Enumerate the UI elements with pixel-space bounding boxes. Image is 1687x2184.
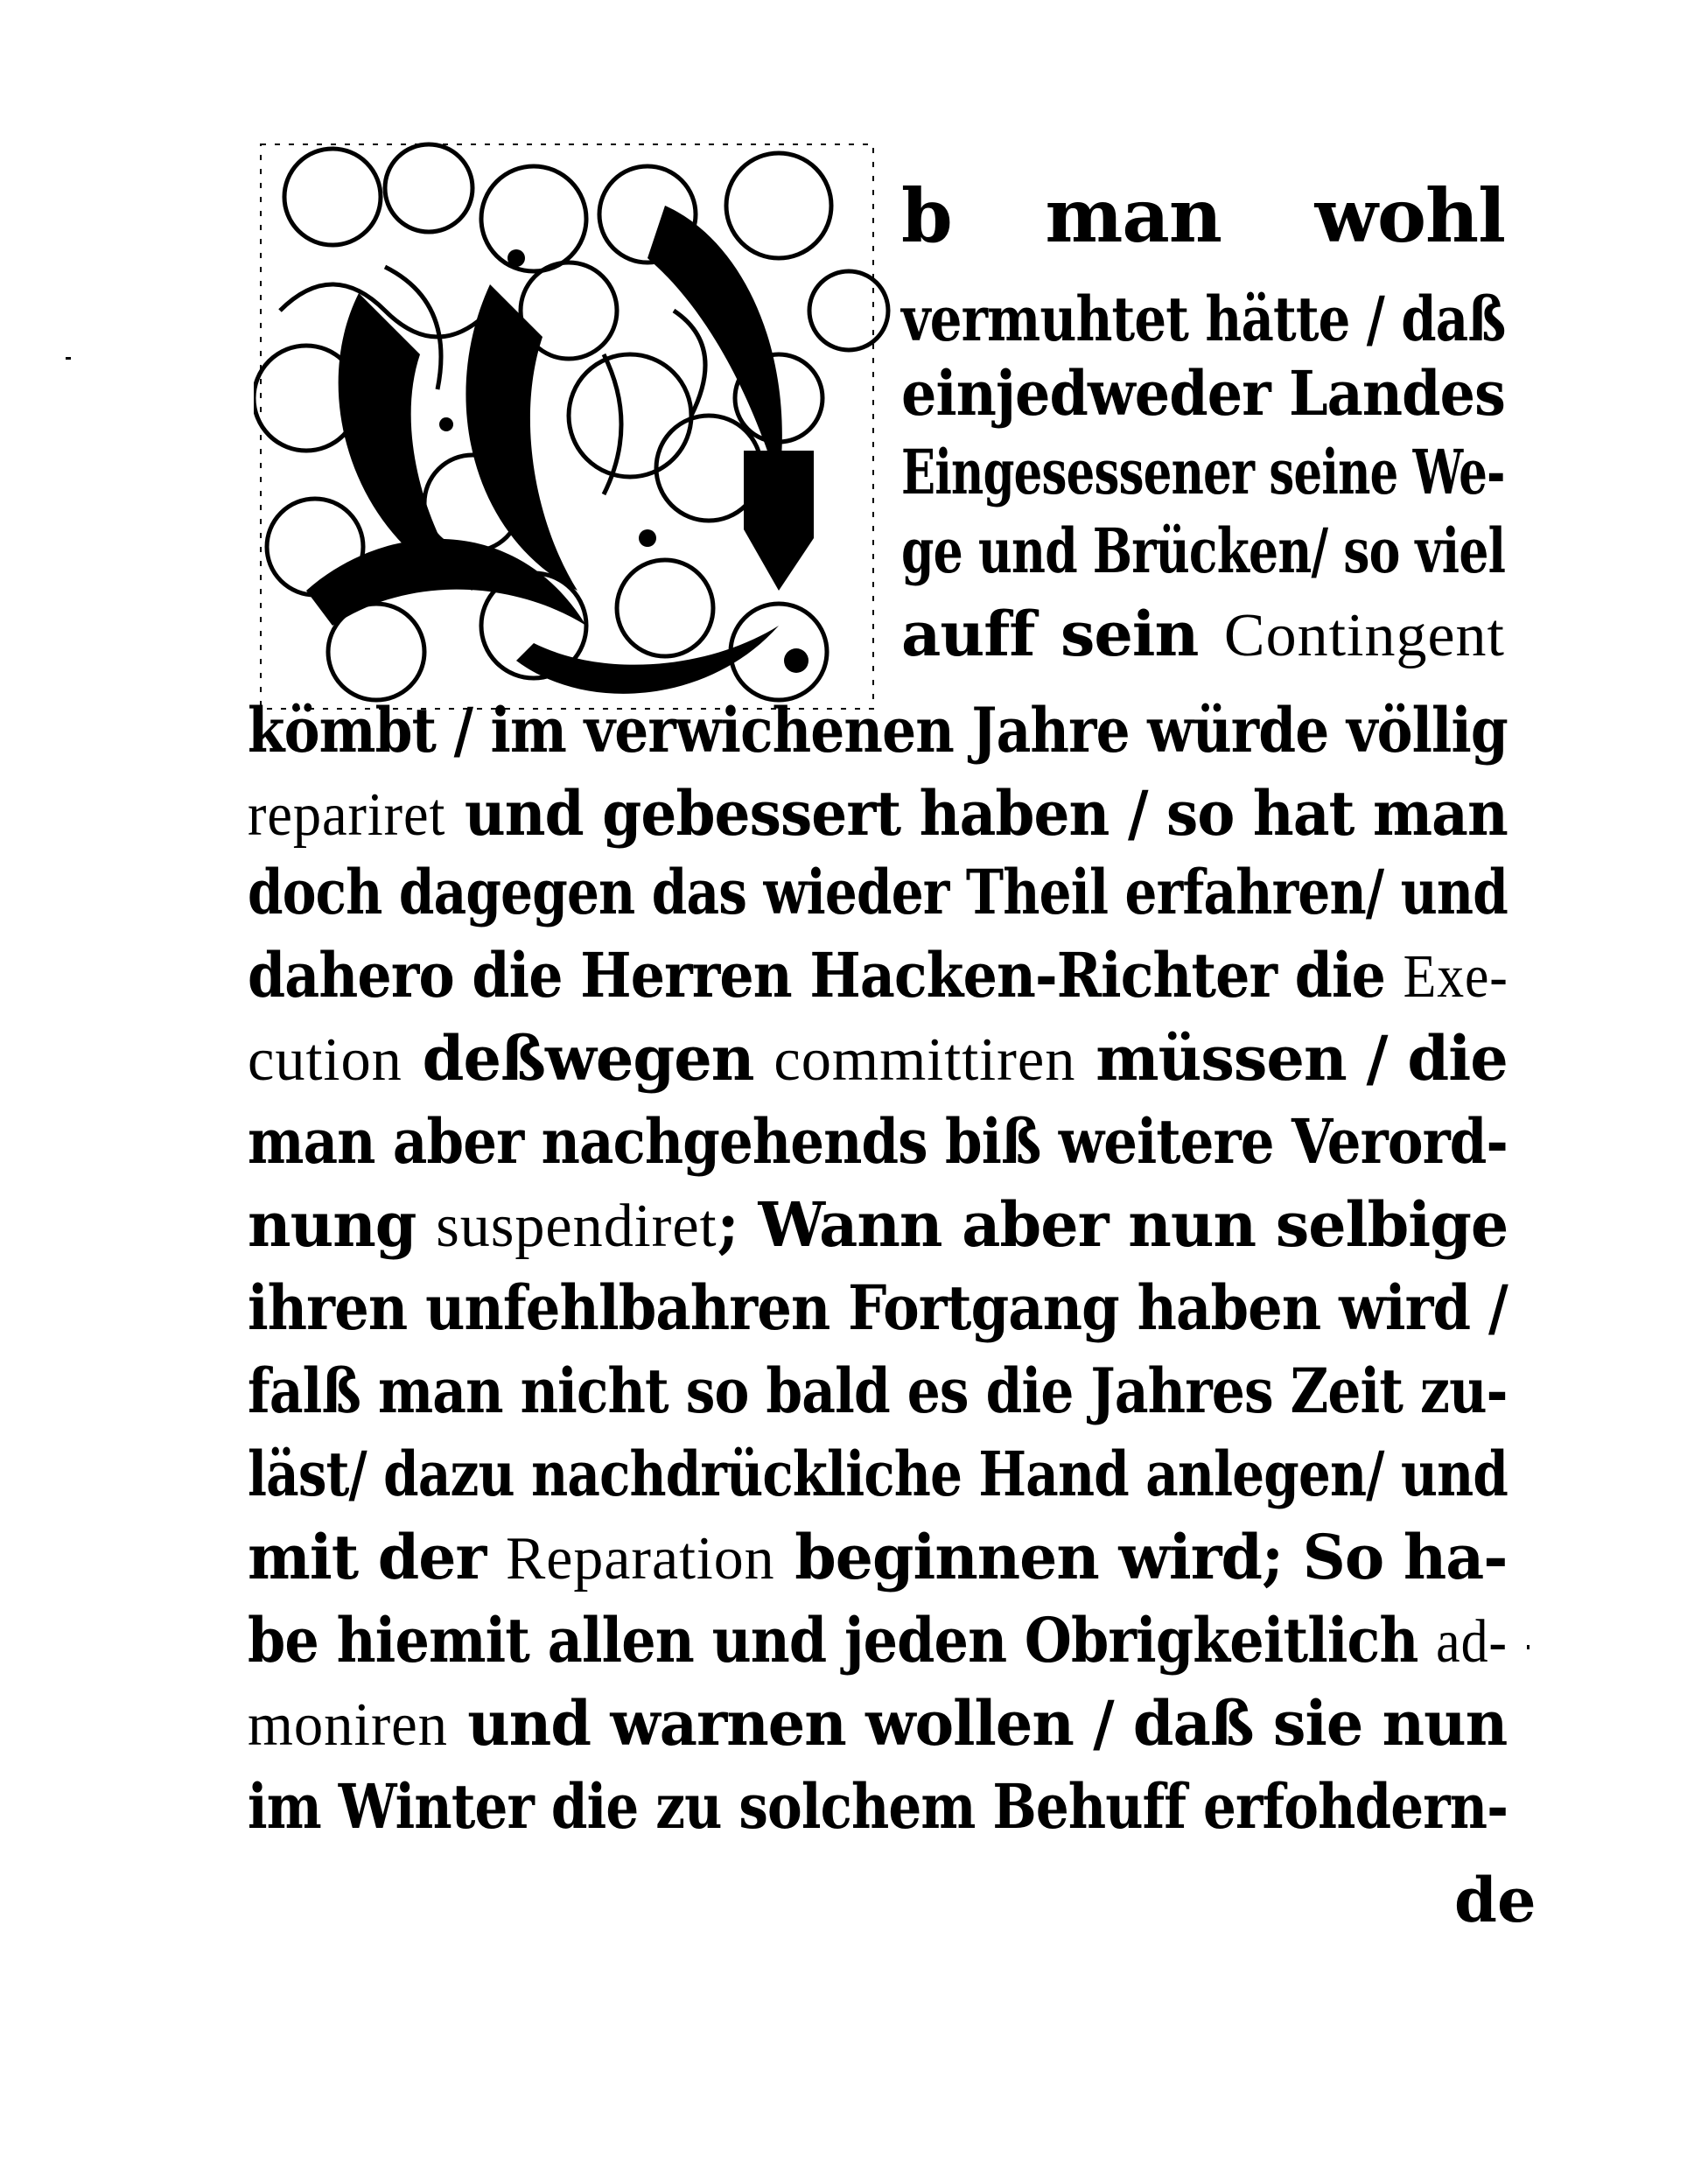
line-text: vermuhtet hätte / daß xyxy=(901,283,1506,355)
line-text: dahero die Herren Hacken-Richter die xyxy=(248,939,1404,1012)
latin-word: Contingent xyxy=(1223,602,1505,669)
line-text: mit der xyxy=(248,1521,506,1593)
header-line-6 xyxy=(901,598,1505,670)
print-speck xyxy=(1527,1645,1530,1649)
body-line-11 xyxy=(248,1521,1508,1593)
latin-word: Reparation xyxy=(505,1525,775,1592)
latin-word: cution xyxy=(248,1026,402,1094)
latin-word: repariret xyxy=(248,781,446,849)
line-text: und warnen wollen / daß sie nun xyxy=(447,1687,1508,1760)
catchword: de xyxy=(1454,1864,1536,1936)
body-line-5 xyxy=(248,1022,1508,1095)
body-line-6 xyxy=(248,1105,1508,1178)
print-speck xyxy=(66,357,71,360)
latin-word: moniren xyxy=(248,1691,448,1759)
header-line-5 xyxy=(901,514,1506,587)
latin-word: ad- xyxy=(1436,1608,1508,1676)
line-text: ihren unfehlbahren Fortgang haben wird / xyxy=(248,1271,1508,1344)
line-text: beginnen wird; So ha- xyxy=(774,1521,1508,1593)
line-text: falß man nicht so bald es die Jahres Zeit zu- xyxy=(248,1354,1508,1427)
body-line-14 xyxy=(248,1770,1508,1843)
header-line-3 xyxy=(901,357,1505,430)
body-line-8 xyxy=(248,1271,1508,1344)
line-text: müssen / die xyxy=(1075,1022,1508,1095)
latin-word: committiren xyxy=(774,1026,1076,1094)
line-text: deßwegen xyxy=(402,1022,774,1095)
line-text: kömbt / im verwichenen Jahre würde völlig xyxy=(248,694,1508,766)
line-text: ge und Brücken/ so viel xyxy=(901,514,1506,587)
body-line-13 xyxy=(248,1687,1508,1760)
body-line-1 xyxy=(248,694,1508,766)
header-line-2 xyxy=(901,283,1506,355)
line-text: Eingesessener seine We- xyxy=(901,436,1505,508)
line-text: ; Wann aber nun selbige xyxy=(717,1188,1508,1261)
header-line-4 xyxy=(901,436,1505,508)
line-text: im Winter die zu solchem Behuff erfohdern- xyxy=(248,1770,1508,1843)
body-line-9 xyxy=(248,1354,1508,1427)
latin-word: suspendiret xyxy=(436,1193,718,1260)
line-text: und gebessert haben / so hat man xyxy=(445,777,1508,850)
line-text: nung xyxy=(248,1188,437,1261)
body-line-3 xyxy=(248,856,1508,928)
line-text: einjedweder Landes xyxy=(901,357,1505,430)
line-text: be hiemit allen und jeden Obrigkeitlich xyxy=(248,1604,1437,1676)
ornamental-initial-icon xyxy=(254,136,892,718)
body-line-7 xyxy=(248,1188,1508,1261)
body-line-2 xyxy=(248,777,1508,850)
line-text: auff sein xyxy=(901,598,1224,670)
body-line-12 xyxy=(248,1604,1508,1676)
body-line-10 xyxy=(248,1438,1508,1510)
line-text: doch dagegen das wieder Theil erfahren/ und xyxy=(248,856,1508,928)
header-line-1 xyxy=(901,172,1505,259)
line-text: b man wohl xyxy=(901,172,1505,259)
line-text: läst/ dazu nachdrückliche Hand anlegen/ und xyxy=(248,1438,1508,1510)
body-line-4 xyxy=(248,939,1508,1012)
latin-word: Exe- xyxy=(1403,943,1508,1011)
line-text: man aber nachgehends biß weitere Verord- xyxy=(248,1105,1508,1178)
